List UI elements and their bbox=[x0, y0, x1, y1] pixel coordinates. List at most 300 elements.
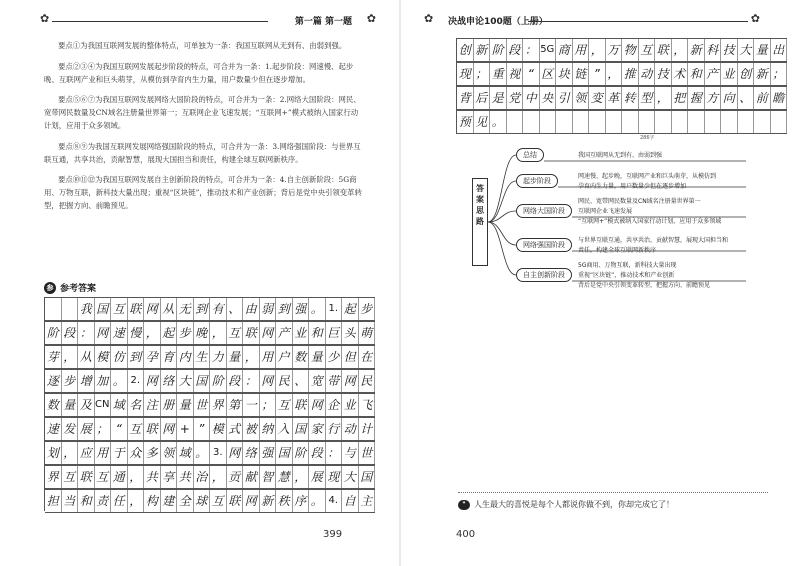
grid-cell: 1. bbox=[326, 298, 343, 320]
grid-cell: 步 bbox=[62, 370, 79, 392]
left-header-title: 第一篇 第一题 bbox=[294, 17, 352, 27]
grid-cell: 领 bbox=[573, 87, 590, 109]
grid-cell: 量 bbox=[754, 39, 771, 61]
mind-map-leaf: 与世界互联互通，共享共治，贡献智慧，展现大国担当和 bbox=[578, 237, 729, 244]
grid-cell: 区 bbox=[540, 63, 557, 85]
grid-cell: 前 bbox=[754, 87, 771, 109]
grid-cell bbox=[688, 111, 705, 133]
grid-cell: 慢 bbox=[128, 322, 145, 344]
grid-cell: 网 bbox=[161, 418, 178, 440]
grid-cell: 联 bbox=[128, 298, 145, 320]
grid-cell: 络 bbox=[243, 442, 260, 464]
grid-cell: 网 bbox=[243, 490, 260, 512]
grid-cell: ： bbox=[326, 442, 343, 464]
grid-cell: 新 bbox=[688, 39, 705, 61]
grid-cell: 国 bbox=[293, 418, 310, 440]
grid-cell: 方 bbox=[705, 87, 722, 109]
grid-cell: 弱 bbox=[260, 298, 277, 320]
grid-cell: 段 bbox=[507, 39, 524, 61]
grid-row bbox=[45, 345, 375, 369]
grid-row bbox=[45, 393, 375, 417]
grid-cell: 式 bbox=[227, 418, 244, 440]
grid-cell: 贡 bbox=[227, 466, 244, 488]
grid-cell: 网 bbox=[144, 298, 161, 320]
grid-cell: ， bbox=[128, 466, 145, 488]
grid-cell: 用 bbox=[573, 39, 590, 61]
grid-cell: 步 bbox=[359, 298, 376, 320]
sprout-icon: ✿ bbox=[750, 12, 760, 25]
grid-cell: 建 bbox=[161, 490, 178, 512]
grid-cell: 联 bbox=[293, 394, 310, 416]
grid-cell: 从 bbox=[78, 346, 95, 368]
mind-map-connector bbox=[488, 222, 516, 245]
mind-map-leaf: 背后是党中央引领变革转型，把握方向、前瞻预见 bbox=[578, 282, 711, 289]
grid-cell: 动 bbox=[342, 418, 359, 440]
grid-cell: 企 bbox=[326, 394, 343, 416]
grid-cell: ： bbox=[243, 370, 260, 392]
header-rule bbox=[528, 21, 748, 22]
grid-cell: 飞 bbox=[359, 394, 376, 416]
grid-cell: 加 bbox=[95, 370, 112, 392]
grid-cell: 主 bbox=[359, 490, 376, 512]
grid-cell: 党 bbox=[507, 87, 524, 109]
header-rule bbox=[52, 21, 268, 22]
grid-cell: ； bbox=[95, 418, 112, 440]
grid-cell: 速 bbox=[45, 418, 62, 440]
grid-cell: 产 bbox=[276, 322, 293, 344]
grid-cell: 领 bbox=[161, 442, 178, 464]
grid-cell: 块 bbox=[556, 63, 573, 85]
grid-cell: 术 bbox=[672, 63, 689, 85]
grid-cell: 力 bbox=[210, 346, 227, 368]
grid-cell: 增 bbox=[78, 370, 95, 392]
grid-cell: ， bbox=[62, 346, 79, 368]
grid-cell: 大 bbox=[342, 466, 359, 488]
grid-cell: 新 bbox=[754, 63, 771, 85]
grid-cell: ： bbox=[523, 39, 540, 61]
grid-cell: 世 bbox=[194, 394, 211, 416]
grid-cell: 名 bbox=[128, 394, 145, 416]
sprout-icon: ✿ bbox=[424, 12, 434, 25]
grid-cell: 视 bbox=[507, 63, 524, 85]
grid-cell: 。 bbox=[490, 111, 507, 133]
mind-map-leaf: 网速慢、起步晚，互联网产业和巨头萌芽，从模仿到 bbox=[578, 173, 717, 180]
grid-cell: 商 bbox=[556, 39, 573, 61]
grid-cell: 联 bbox=[78, 466, 95, 488]
grid-cell: 段 bbox=[227, 370, 244, 392]
grid-cell: 共 bbox=[144, 466, 161, 488]
grid-cell: 和 bbox=[78, 490, 95, 512]
grid-cell: 互 bbox=[210, 490, 227, 512]
grid-cell: ， bbox=[293, 466, 310, 488]
mind-map-leaf: 责任，构建全球互联网新秩序 bbox=[578, 247, 657, 254]
grid-cell: 阶 bbox=[210, 370, 227, 392]
mind-map-node: 网络强国阶段 bbox=[516, 238, 572, 252]
grid-cell: 在 bbox=[359, 346, 376, 368]
grid-cell: 构 bbox=[144, 490, 161, 512]
grid-cell: 于 bbox=[111, 442, 128, 464]
grid-cell: 序 bbox=[293, 490, 310, 512]
grid-cell bbox=[622, 111, 639, 133]
mind-map bbox=[456, 140, 756, 300]
grid-cell: 强 bbox=[293, 298, 310, 320]
grid-cell: 创 bbox=[738, 63, 755, 85]
grid-cell: 计 bbox=[359, 418, 376, 440]
grid-cell: 入 bbox=[276, 418, 293, 440]
grid-cell: 速 bbox=[111, 322, 128, 344]
grid-cell: 数 bbox=[45, 394, 62, 416]
mind-map-connector bbox=[488, 155, 516, 222]
grid-cell: 民 bbox=[276, 370, 293, 392]
answer-grid-left bbox=[44, 297, 375, 511]
grid-cell: ” bbox=[194, 418, 211, 440]
right-header bbox=[420, 12, 760, 28]
mind-map-connector bbox=[488, 222, 516, 275]
grid-cell: 量 bbox=[309, 346, 326, 368]
grid-cell: 晚 bbox=[194, 322, 211, 344]
analysis-paragraph: 要点②③④为我国互联网发展起步阶段的特点，可合并为一条：1.起步阶段：网速慢、起步晚、互联网产业和巨头萌芽，从模仿到孕育内生力量，用户数量少但在逐步增加。 bbox=[44, 61, 354, 84]
grid-cell bbox=[523, 111, 540, 133]
grid-cell: 网 bbox=[260, 370, 277, 392]
grid-cell: 芽 bbox=[45, 346, 62, 368]
grid-cell: ： bbox=[78, 322, 95, 344]
grid-cell: 仿 bbox=[111, 346, 128, 368]
grid-cell: 万 bbox=[606, 39, 623, 61]
grid-cell: 向 bbox=[721, 87, 738, 109]
grid-row bbox=[45, 441, 375, 465]
mind-map-leaf: 重视“区块链”，推动技术和产业创新 bbox=[578, 272, 675, 279]
analysis-paragraph: 要点⑩⑪⑫为我国互联网发展自主创新阶段的特点，可合并为一条：4.自主创新阶段：5G商用、万物互联，新科技大量出现；重视“区块链”，推动技术和产业创新；背后是党中央引领变革转型，把握方向、前瞻预见。 bbox=[44, 175, 362, 210]
grid-cell bbox=[655, 111, 672, 133]
grid-cell: 产 bbox=[705, 63, 722, 85]
mind-map-node: 自主创新阶段 bbox=[516, 268, 572, 282]
grid-cell: ； bbox=[260, 394, 277, 416]
grid-cell bbox=[705, 111, 722, 133]
grid-cell: 划 bbox=[45, 442, 62, 464]
analysis-paragraph: 要点①为我国互联网发展的整体特点，可单独为一条：我国互联网从无到有、由弱到强。 bbox=[58, 41, 347, 50]
grid-cell: 责 bbox=[95, 490, 112, 512]
grid-cell bbox=[62, 298, 79, 320]
grid-cell bbox=[45, 298, 62, 320]
grid-cell: 秩 bbox=[276, 490, 293, 512]
reference-answer-icon: 参 bbox=[44, 282, 56, 294]
grid-row bbox=[457, 86, 787, 110]
grid-cell bbox=[540, 111, 557, 133]
grid-cell: 生 bbox=[194, 346, 211, 368]
grid-cell: 由 bbox=[243, 298, 260, 320]
grid-cell: 、 bbox=[738, 87, 755, 109]
grid-cell: 科 bbox=[705, 39, 722, 61]
grid-cell: “ bbox=[111, 418, 128, 440]
grid-cell: 孕 bbox=[144, 346, 161, 368]
grid-cell: 册 bbox=[161, 394, 178, 416]
grid-cell bbox=[721, 111, 738, 133]
mind-map-node: 起步阶段 bbox=[516, 174, 558, 188]
grid-cell: 网 bbox=[144, 370, 161, 392]
grid-cell: CN bbox=[95, 394, 112, 416]
grid-cell: 展 bbox=[78, 418, 95, 440]
grid-cell: 域 bbox=[111, 394, 128, 416]
grid-cell: 现 bbox=[457, 63, 474, 85]
grid-cell: 起 bbox=[161, 322, 178, 344]
answer-grid-right bbox=[456, 38, 787, 134]
grid-cell: 段 bbox=[309, 442, 326, 464]
grid-cell: 通 bbox=[111, 466, 128, 488]
grid-cell: 内 bbox=[177, 346, 194, 368]
grid-cell: ， bbox=[128, 490, 145, 512]
grid-cell: 互 bbox=[128, 418, 145, 440]
grid-cell: 技 bbox=[655, 63, 672, 85]
grid-cell: 2. bbox=[128, 370, 145, 392]
grid-cell: 世 bbox=[359, 442, 376, 464]
grid-cell: 重 bbox=[490, 63, 507, 85]
reference-answer-label: 参考答案 bbox=[60, 284, 97, 294]
grid-cell: 物 bbox=[622, 39, 639, 61]
grid-cell: 萌 bbox=[359, 322, 376, 344]
grid-cell: 现 bbox=[326, 466, 343, 488]
grid-cell: 后 bbox=[474, 87, 491, 109]
grid-cell: 界 bbox=[210, 394, 227, 416]
grid-cell: “ bbox=[523, 63, 540, 85]
grid-cell: 新 bbox=[474, 39, 491, 61]
footer-quote bbox=[458, 499, 674, 510]
grid-cell: 和 bbox=[309, 322, 326, 344]
grid-cell: 变 bbox=[589, 87, 606, 109]
grid-cell: 从 bbox=[161, 298, 178, 320]
sprout-icon: ✿ bbox=[366, 12, 376, 25]
grid-cell: 第 bbox=[227, 394, 244, 416]
grid-cell: 中 bbox=[523, 87, 540, 109]
grid-cell: 网 bbox=[309, 394, 326, 416]
grid-cell: 用 bbox=[95, 442, 112, 464]
mind-map-leaf: 网民、宽带网民数量及CN域名注册量世界第一 bbox=[578, 198, 701, 205]
grid-cell: 段 bbox=[62, 322, 79, 344]
grid-cell: 央 bbox=[540, 87, 557, 109]
mind-map-leaf: 我国互联网从无到有、由弱到强 bbox=[578, 152, 663, 159]
grid-cell: 有 bbox=[210, 298, 227, 320]
grid-cell: 步 bbox=[177, 322, 194, 344]
grid-cell: 国 bbox=[359, 466, 376, 488]
grid-cell: 背 bbox=[457, 87, 474, 109]
grid-row bbox=[45, 417, 375, 441]
grid-cell: 无 bbox=[177, 298, 194, 320]
grid-cell bbox=[507, 111, 524, 133]
grid-cell: 网 bbox=[342, 370, 359, 392]
grid-cell: 握 bbox=[688, 87, 705, 109]
grid-cell: 育 bbox=[161, 346, 178, 368]
grid-cell: 全 bbox=[177, 490, 194, 512]
analysis-paragraph: 要点⑤⑥⑦为我国互联网发展网络大国阶段的特点，可合并为一条：2.网络大国阶段：网民、宽带网民数量及CN域名注册量世界第一；互联网企业飞速发展；“互联网+”模式被纳入国家行动计划，应用于众多领域。 bbox=[44, 95, 361, 130]
grid-cell: 、 bbox=[227, 298, 244, 320]
grid-cell: ， bbox=[144, 322, 161, 344]
grid-cell: 联 bbox=[243, 322, 260, 344]
mind-map-leaf: 5G商用、万物互联，新科技大量出现 bbox=[578, 262, 677, 269]
grid-cell: 4. bbox=[326, 490, 343, 512]
mind-map-leaf: 互联网企业飞速发展 bbox=[578, 208, 633, 215]
grid-cell bbox=[754, 111, 771, 133]
grid-cell: 担 bbox=[45, 490, 62, 512]
grid-cell: 慧 bbox=[276, 466, 293, 488]
grid-cell bbox=[672, 111, 689, 133]
grid-cell: 国 bbox=[95, 298, 112, 320]
grid-cell: 业 bbox=[293, 322, 310, 344]
grid-cell: 革 bbox=[606, 87, 623, 109]
sprout-icon: ✿ bbox=[40, 12, 50, 25]
grid-cell: 纳 bbox=[260, 418, 277, 440]
grid-cell: ， bbox=[243, 346, 260, 368]
grid-cell: 互 bbox=[62, 466, 79, 488]
grid-cell: 及 bbox=[78, 394, 95, 416]
grid-cell: 强 bbox=[260, 442, 277, 464]
grid-cell bbox=[738, 111, 755, 133]
grid-cell: 治 bbox=[194, 466, 211, 488]
grid-cell: 自 bbox=[342, 490, 359, 512]
grid-cell: 预 bbox=[457, 111, 474, 133]
grid-cell: 宽 bbox=[309, 370, 326, 392]
grid-cell bbox=[639, 111, 656, 133]
grid-cell: 网 bbox=[227, 442, 244, 464]
grid-cell bbox=[556, 111, 573, 133]
grid-cell: 户 bbox=[276, 346, 293, 368]
mind-map-node: 网络大国阶段 bbox=[516, 204, 572, 218]
grid-cell: 动 bbox=[639, 63, 656, 85]
grid-cell: 新 bbox=[260, 490, 277, 512]
grid-row bbox=[45, 321, 375, 345]
grid-cell: 量 bbox=[177, 394, 194, 416]
grid-cell: 引 bbox=[556, 87, 573, 109]
grid-cell: 、 bbox=[293, 370, 310, 392]
grid-cell: 。 bbox=[194, 442, 211, 464]
grid-cell: 共 bbox=[177, 466, 194, 488]
grid-cell: 到 bbox=[194, 298, 211, 320]
grid-cell: 与 bbox=[342, 442, 359, 464]
grid-cell: 当 bbox=[62, 490, 79, 512]
grid-cell: 行 bbox=[326, 418, 343, 440]
grid-cell: 业 bbox=[721, 63, 738, 85]
page-number-left: 399 bbox=[323, 529, 343, 540]
grid-cell: 瞻 bbox=[771, 87, 788, 109]
grid-cell: 把 bbox=[672, 87, 689, 109]
grid-cell: 网 bbox=[260, 322, 277, 344]
grid-cell: 注 bbox=[144, 394, 161, 416]
grid-cell: 技 bbox=[721, 39, 738, 61]
grid-cell: ， bbox=[589, 39, 606, 61]
grid-cell: 出 bbox=[771, 39, 788, 61]
grid-cell: 互 bbox=[227, 322, 244, 344]
mind-map-leaf: “互联网+”模式被纳入国家行动计划，应用于众多领域 bbox=[578, 218, 722, 225]
grid-cell: 。 bbox=[111, 370, 128, 392]
grid-cell: 互 bbox=[111, 298, 128, 320]
grid-cell: 数 bbox=[293, 346, 310, 368]
grid-cell: 推 bbox=[622, 63, 639, 85]
grid-cell: 到 bbox=[128, 346, 145, 368]
grid-cell: 型 bbox=[639, 87, 656, 109]
grid-cell: 联 bbox=[144, 418, 161, 440]
grid-cell: 球 bbox=[194, 490, 211, 512]
quote-text: 人生最大的喜悦是每个人都说你做不到，你却完成它了！ bbox=[474, 500, 674, 509]
grid-cell: 互 bbox=[276, 394, 293, 416]
grid-cell: 转 bbox=[622, 87, 639, 109]
grid-row bbox=[45, 489, 375, 513]
grid-cell: ， bbox=[655, 87, 672, 109]
word-count: 286字 bbox=[640, 135, 655, 141]
grid-cell: 起 bbox=[342, 298, 359, 320]
grid-row bbox=[457, 38, 787, 62]
grid-cell: 。 bbox=[309, 298, 326, 320]
grid-cell: 。 bbox=[309, 490, 326, 512]
grid-cell: 少 bbox=[326, 346, 343, 368]
reference-answer-title bbox=[44, 281, 96, 294]
grid-cell: 应 bbox=[78, 442, 95, 464]
grid-cell bbox=[573, 111, 590, 133]
grid-cell: 用 bbox=[260, 346, 277, 368]
grid-cell: 阶 bbox=[293, 442, 310, 464]
grid-cell: 阶 bbox=[45, 322, 62, 344]
mind-map-root: 答案思路 bbox=[472, 178, 488, 266]
grid-cell: ， bbox=[672, 39, 689, 61]
page-number-right: 400 bbox=[456, 529, 476, 540]
grid-cell bbox=[589, 111, 606, 133]
grid-cell: 联 bbox=[655, 39, 672, 61]
grid-cell: 络 bbox=[161, 370, 178, 392]
grid-cell: 业 bbox=[342, 394, 359, 416]
grid-cell: ， bbox=[210, 322, 227, 344]
grid-cell: ， bbox=[62, 442, 79, 464]
grid-cell: 联 bbox=[227, 490, 244, 512]
grid-cell: 见 bbox=[474, 111, 491, 133]
grid-cell: 我 bbox=[78, 298, 95, 320]
grid-cell: 量 bbox=[227, 346, 244, 368]
grid-cell: 被 bbox=[243, 418, 260, 440]
grid-cell: 大 bbox=[738, 39, 755, 61]
grid-cell: 巨 bbox=[326, 322, 343, 344]
grid-cell: 互 bbox=[95, 466, 112, 488]
grid-cell: 带 bbox=[326, 370, 343, 392]
grid-cell: 大 bbox=[177, 370, 194, 392]
grid-cell: 链 bbox=[573, 63, 590, 85]
grid-cell: 但 bbox=[342, 346, 359, 368]
grid-cell: 逐 bbox=[45, 370, 62, 392]
grid-cell bbox=[606, 111, 623, 133]
grid-cell: 创 bbox=[457, 39, 474, 61]
footer-divider bbox=[458, 492, 768, 493]
grid-cell: 众 bbox=[128, 442, 145, 464]
grid-cell: 展 bbox=[309, 466, 326, 488]
grid-row bbox=[45, 465, 375, 489]
grid-cell: 是 bbox=[490, 87, 507, 109]
grid-cell: ， bbox=[210, 466, 227, 488]
grid-cell: 智 bbox=[260, 466, 277, 488]
right-page bbox=[400, 0, 800, 566]
grid-cell: 献 bbox=[243, 466, 260, 488]
grid-cell: 头 bbox=[342, 322, 359, 344]
grid-cell: 国 bbox=[276, 442, 293, 464]
grid-cell: 家 bbox=[309, 418, 326, 440]
grid-cell: 模 bbox=[210, 418, 227, 440]
grid-cell: 民 bbox=[359, 370, 376, 392]
right-header-title: 决战申论100题（上册） bbox=[448, 17, 548, 27]
mind-map-node: 总结 bbox=[516, 148, 544, 162]
grid-cell: + bbox=[177, 418, 194, 440]
grid-cell: 模 bbox=[95, 346, 112, 368]
analysis-paragraph: 要点⑧⑨为我国互联网发展网络强国阶段的特点，可合并为一条：3.网络强国阶段：与世界互联互通，共享共治，贡献智慧，展现大国担当和责任，构建全球互联网新秩序。 bbox=[44, 141, 361, 164]
mind-map-leaf: 孕育内生力量，用户数量少但在逐步增加 bbox=[578, 183, 687, 190]
grid-cell: 3. bbox=[210, 442, 227, 464]
left-header bbox=[40, 12, 380, 28]
grid-cell: 网 bbox=[95, 322, 112, 344]
grid-cell: 国 bbox=[194, 370, 211, 392]
grid-cell: 到 bbox=[276, 298, 293, 320]
